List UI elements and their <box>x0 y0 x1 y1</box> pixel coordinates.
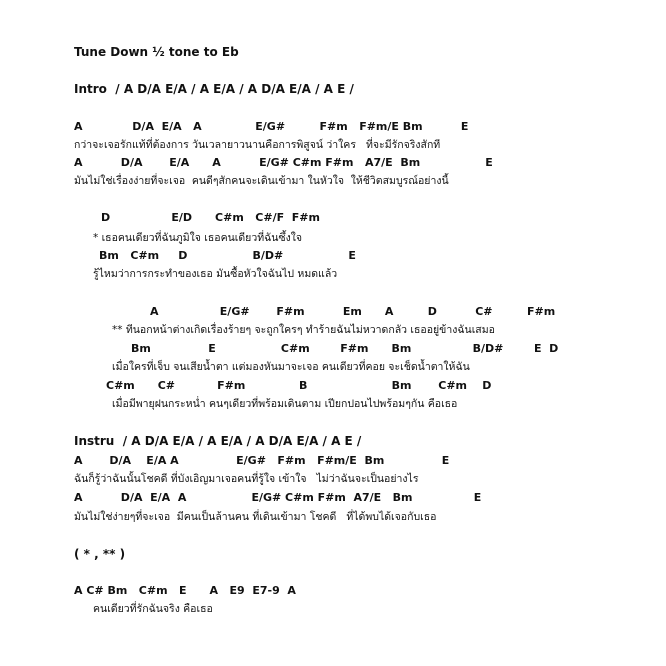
ending-chords: A C# Bm C#m E A E9 E7-9 A <box>74 584 296 597</box>
intro-line: Intro / A D/A E/A / A E/A / A D/A E/A / A E / <box>74 82 354 96</box>
chorus-lyric-2: เมื่อใครที่เจ็บ จนเสียน้ำตา แต่มองหันมาจะเจอ คนเดียวที่คอย จะเช็ดน้ำตาให้ฉัน <box>112 361 470 373</box>
tuning-note: Tune Down ½ tone to Eb <box>74 45 239 59</box>
verse2-lyric-2: มันไม่ใช่ง่ายๆที่จะเจอ มีคนเป็นล้านคน ที่เดินเข้ามา โชคดี ที่ได้พบได้เจอกับเธอ <box>74 511 437 523</box>
verse1-lyric-2: มันไม่ใช่เรื่องง่ายที่จะเจอ คนดีๆสักคนจะเดินเข้ามา ในหัวใจ ให้ชีวิตสมบูรณ์อย่างนี้ <box>74 175 449 187</box>
verse2-lyric-1: ฉันก็รู้ว่าฉันนั้นโชคดี ที่บังเอิญมาเจอคนที่รู้ใจ เข้าใจ ไม่ว่าฉันจะเป็นอย่างไร <box>74 473 419 485</box>
chorus-lyric-3: เมื่อมีพายุฝนกระหน่ำ คนๆเดียวที่พร้อมเดินตาม เปียกปอนไปพร้อมๆกัน คือเธอ <box>112 398 458 410</box>
chorus-chords-1: A E/G# F#m Em A D C# F#m <box>150 305 556 318</box>
chorus-chords-2: Bm E C#m F#m Bm B/D# E D <box>131 342 559 355</box>
repeat-marker: ( * , ** ) <box>74 547 126 561</box>
bridge-lyric-2: รู้ไหมว่าการกระทำของเธอ มันซื้อหัวใจฉันไป หมดแล้ว <box>93 268 338 280</box>
verse1-chords-2: A D/A E/A A E/G# C#m F#m A7/E Bm E <box>74 156 493 169</box>
verse2-chords-2: A D/A E/A A E/G# C#m F#m A7/E Bm E <box>74 491 482 504</box>
chorus-lyric-1: ** ทีนอกหน้าต่างเกิดเรื่องร้ายๆ จะถูกใครๆ ทำร้ายฉันไม่หวาดกลัว เธออยู่ข้างฉันเสมอ <box>112 324 495 336</box>
ending-lyric: คนเดียวที่รักฉันจริง คือเธอ <box>93 603 213 615</box>
verse1-chords-1: A D/A E/A A E/G# F#m F#m/E Bm E <box>74 120 469 133</box>
verse2-chords-1: A D/A E/A A E/G# F#m F#m/E Bm E <box>74 454 450 467</box>
verse1-lyric-1: กว่าจะเจอรักแท้ที่ต้องการ วันเวลายาวนานคือการพิสูจน์ ว่าใคร ที่จะมีรักจริงสักที <box>74 139 441 151</box>
bridge-lyric-1: * เธอคนเดียวที่ฉันภูมิใจ เธอคนเดียวที่ฉันซึ้งใจ <box>93 232 303 244</box>
bridge-chords-2: Bm C#m D B/D# E <box>99 249 356 262</box>
instru-line: Instru / A D/A E/A / A E/A / A D/A E/A / A E / <box>74 434 362 448</box>
chorus-chords-3: C#m C# F#m B Bm C#m D <box>106 379 492 392</box>
bridge-chords-1: D E/D C#m C#/F F#m <box>101 211 320 224</box>
